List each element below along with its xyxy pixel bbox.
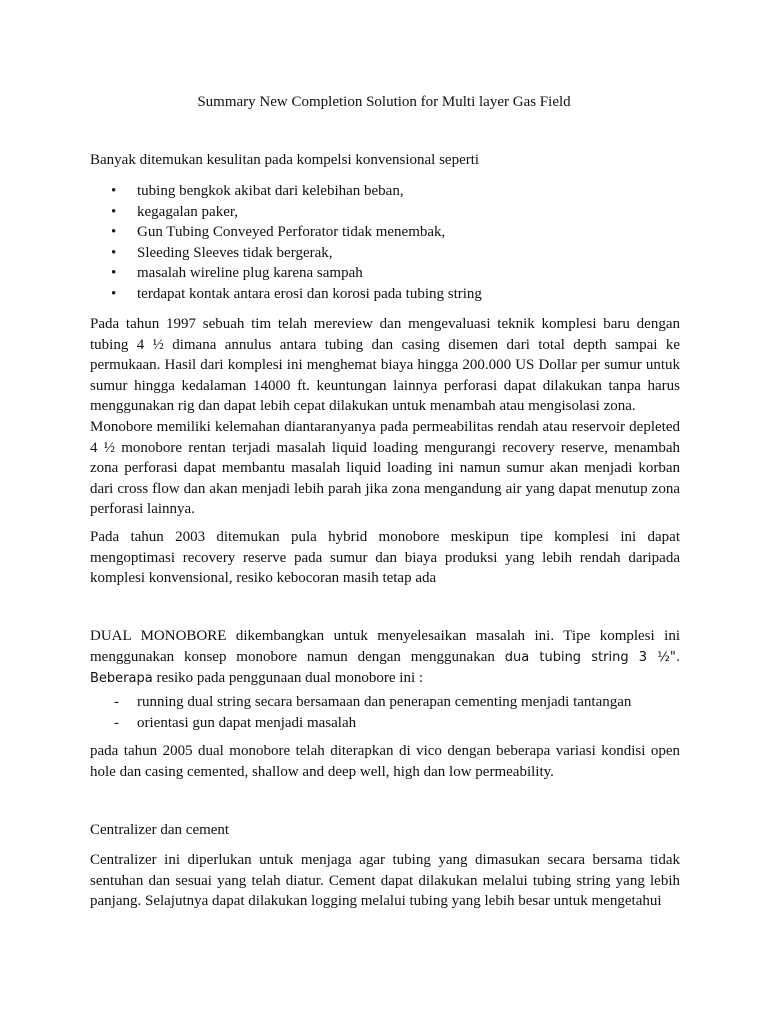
paragraph-dual-monobore: DUAL MONOBORE dikembangkan untuk menyelesaikan masalah ini. Tipe komplesi ini menggunakan konsep monobore namun dengan menggunakan dua tubing string 3 ½". Beberapa resiko pada penggunaan dual monobore ini : xyxy=(90,628,680,686)
list-item: - orientasi gun dapat menjadi masalah xyxy=(90,713,680,734)
list-item: • tubing bengkok akibat dari kelebihan beban, xyxy=(90,181,680,202)
bullet-icon: • xyxy=(111,265,117,281)
bullet-icon: • xyxy=(111,285,117,302)
section-heading-centralizer: Centralizer dan cement xyxy=(90,822,230,838)
dash-icon: - xyxy=(114,694,119,710)
intro-paragraph: Banyak ditemukan kesulitan pada kompelsi konvensional seperti xyxy=(90,152,480,168)
paragraph-2003: Pada tahun 2003 ditemukan pula hybrid monobore meskipun tipe komplesi ini dapat mengoptimasi recovery reserve pada sumur dan biaya produksi yang lebih rendah daripada komplesi konvensional, resiko kebocoran masih tetap ada xyxy=(90,529,680,586)
list-item: • terdapat kontak antara erosi dan korosi pada tubing string xyxy=(90,284,680,305)
paragraph-2005: pada tahun 2005 dual monobore telah diterapkan di vico dengan beberapa variasi kondisi open hole dan casing cemented, shallow and deep well, high dan low permeability. xyxy=(90,743,680,780)
paragraph-1997: Pada tahun 1997 sebuah tim telah mereview dan mengevaluasi teknik komplesi baru dengan tubing 4 ½ dimana annulus antara tubing dan casing disemen dari total depth sampai ke permukaan. Hasil dari komplesi ini menghemat biaya hingga 200.000 US Dollar per sumur untuk sumur hingga kedalaman 14000 ft. keuntungan lainnya perforasi dapat dilakukan tanpa harus menggunakan rig dan dapat lebih cepat dilakukan untuk menambah atau mengisolasi zona. xyxy=(90,316,680,414)
bullet-icon: • xyxy=(111,183,117,199)
list-item: - running dual string secara bersamaan dan penerapan cementing menjadi tantangan xyxy=(90,692,680,713)
list-item: • masalah wireline plug karena sampah xyxy=(90,263,680,284)
risk-list xyxy=(90,692,680,733)
dash-icon: - xyxy=(114,714,119,731)
list-item: • Sleeding Sleeves tidak bergerak, xyxy=(90,243,680,264)
paragraph-monobore-weakness: Monobore memiliki kelemahan diantaranyanya pada permeabilitas rendah atau reservoir depleted 4 ½ monobore rentan terjadi masalah liquid loading mengurangi recovery reserve, menambah zona perforasi dapat membantu masalah liquid loading ini namun sumur akan menjadi korban dari cross flow dan akan menjadi lebih parah jika zona mengandung air yang dapat menutup zona perforasi lainnya. xyxy=(90,419,680,517)
list-item: • kegagalan paker, xyxy=(90,202,680,223)
list-item: • Gun Tubing Conveyed Perforator tidak menembak, xyxy=(90,222,680,243)
problem-list xyxy=(90,181,680,304)
paragraph-centralizer: Centralizer ini diperlukan untuk menjaga agar tubing yang dimasukan secara bersama tidak sentuhan dan sesuai yang telah diatur. Cement dapat dilakukan melalui tubing string yang lebih panjang. Selajutnya dapat dilakukan logging melalui tubing yang lebih besar untuk mengetahui xyxy=(90,852,680,909)
bullet-icon: • xyxy=(111,224,117,240)
bullet-icon: • xyxy=(111,203,117,220)
bullet-icon: • xyxy=(111,244,117,261)
document-title: Summary New Completion Solution for Multi layer Gas Field xyxy=(197,94,571,110)
